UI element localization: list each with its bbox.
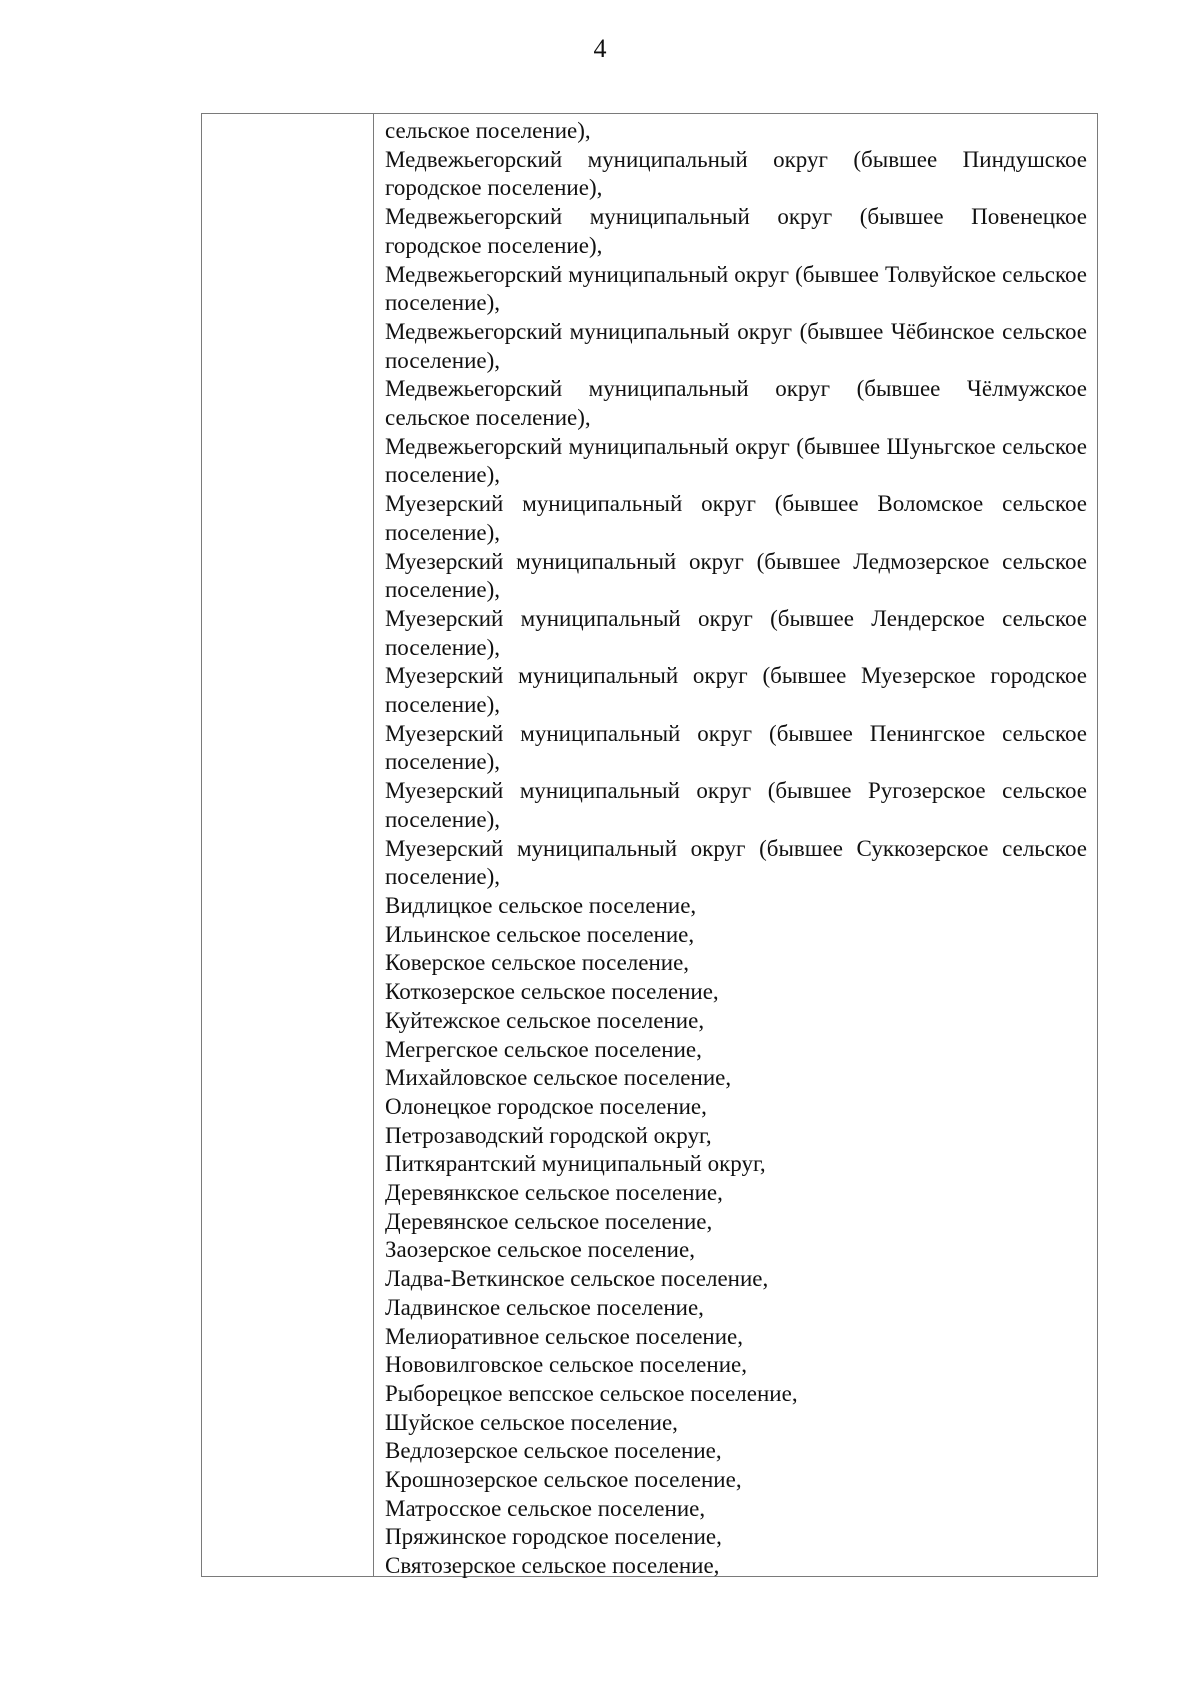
list-item: Медвежьегорский муниципальный округ (бывшее Чёлмужское сельское поселение),	[385, 376, 1087, 431]
list-item: Крошнозерское сельское поселение,	[385, 1467, 742, 1493]
list-item: Деревянское сельское поселение,	[385, 1208, 713, 1234]
list-item: Михайловское сельское поселение,	[385, 1065, 732, 1091]
list-item: Муезерский муниципальный округ (бывшее Лендерское сельское поселение),	[385, 605, 1087, 660]
list-item: Медвежьегорский муниципальный округ (бывшее Повенецкое городское поселение),	[385, 204, 1087, 258]
list-item: Медвежьегорский муниципальный округ (бывшее Толвуйское сельское поселение),	[385, 261, 1087, 316]
list-item: Святозерское сельское поселение,	[385, 1553, 720, 1579]
list-item: Олонецкое городское поселение,	[385, 1093, 707, 1119]
page-number: 4	[593, 34, 607, 63]
list-item: Ведлозерское сельское поселение,	[385, 1438, 722, 1464]
list-item: Муезерский муниципальный округ (бывшее Пенингское сельское поселение),	[385, 720, 1087, 775]
list-item: Заозерское сельское поселение,	[385, 1237, 695, 1263]
list-item: Пряжинское городское поселение,	[385, 1524, 722, 1550]
list-item: Коткозерское сельское поселение,	[385, 979, 719, 1005]
list-item: Муезерский муниципальный округ (бывшее Ледмозерское сельское поселение),	[385, 548, 1087, 603]
document-table	[201, 113, 1098, 1577]
list-item: Ильинское сельское поселение,	[385, 921, 695, 947]
list-item: Питкярантский муниципальный округ,	[385, 1151, 766, 1177]
list-item: Медвежьегорский муниципальный округ (бывшее Пиндушское городское поселение),	[385, 146, 1087, 201]
table-right-cell	[374, 114, 1097, 1579]
list-item: сельское поселение),	[385, 118, 591, 143]
list-item: Шуйское сельское поселение,	[385, 1409, 678, 1435]
list-item: Деревянкское сельское поселение,	[385, 1180, 723, 1206]
list-item: Куйтежское сельское поселение,	[385, 1007, 705, 1033]
list-item: Муезерский муниципальный округ (бывшее Муезерское городское поселение),	[385, 663, 1087, 718]
list-item: Муезерский муниципальный округ (бывшее Воломское сельское поселение),	[385, 491, 1087, 545]
list-item: Мелиоративное сельское поселение,	[385, 1323, 743, 1349]
list-item: Рыборецкое вепсское сельское поселение,	[385, 1380, 798, 1406]
list-item: Медвежьегорский муниципальный округ (бывшее Шуньгское сельское поселение),	[385, 433, 1087, 488]
table-left-cell	[202, 114, 374, 1576]
list-item: Ладвинское сельское поселение,	[385, 1294, 704, 1320]
list-item: Муезерский муниципальный округ (бывшее Ругозерское сельское поселение),	[385, 778, 1087, 832]
list-item: Коверское сельское поселение,	[385, 950, 690, 976]
list-item: Медвежьегорский муниципальный округ (бывшее Чёбинское сельское поселение),	[385, 318, 1087, 373]
list-item: Муезерский муниципальный округ (бывшее Суккозерское сельское поселение),	[385, 835, 1087, 890]
list-item: Ладва-Веткинское сельское поселение,	[385, 1266, 769, 1292]
list-item: Мегрегское сельское поселение,	[385, 1036, 702, 1062]
list-item: Матросское сельское поселение,	[385, 1495, 706, 1521]
list-item: Нововилговское сельское поселение,	[385, 1352, 747, 1378]
list-item: Петрозаводский городской округ,	[385, 1122, 712, 1148]
list-item: Видлицкое сельское поселение,	[385, 892, 697, 918]
